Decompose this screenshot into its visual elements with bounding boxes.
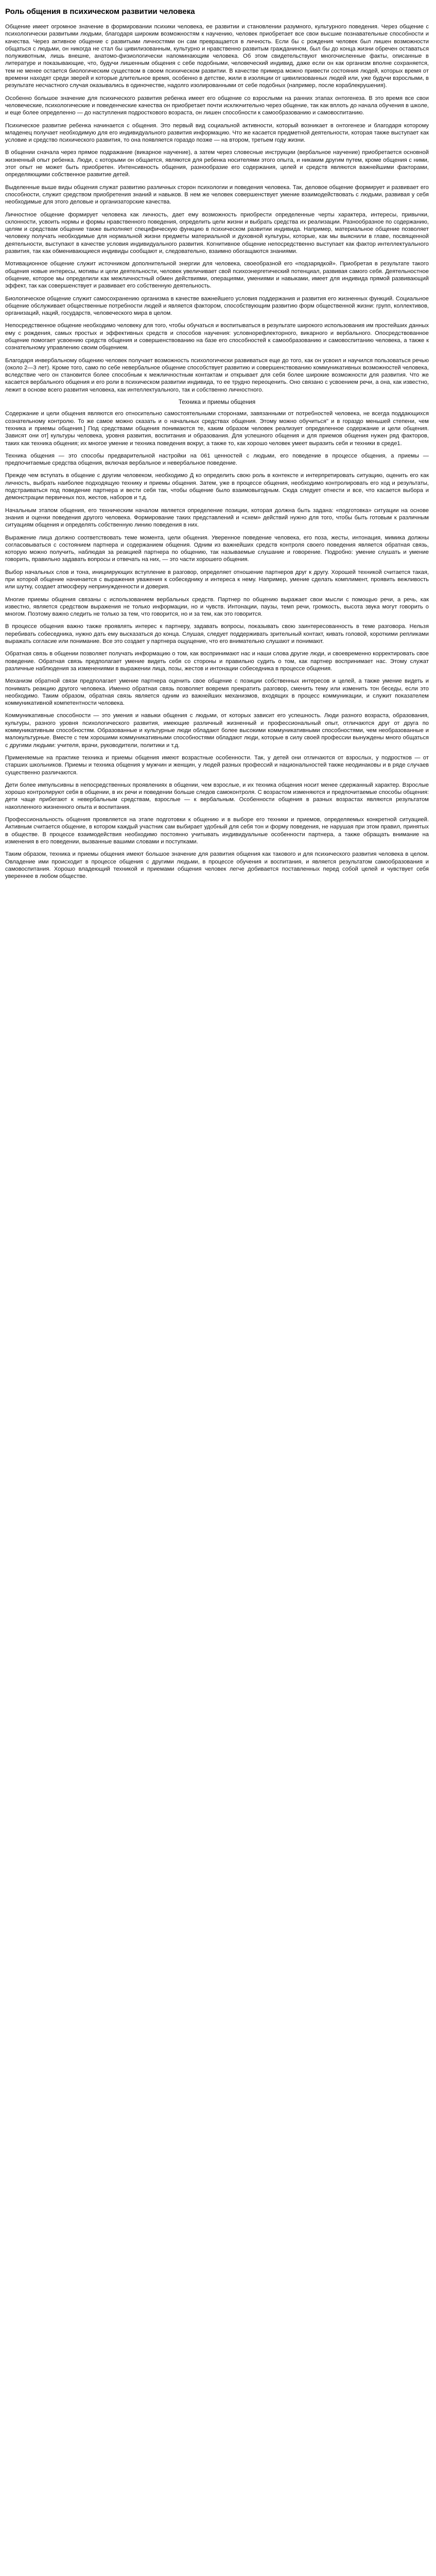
paragraph: Выбор начальных слов и тона, инициирующих вступление в разговор, определяет отношение партнеров друг к другу. Хорошей техникой считается такая, при которой общение начинается с выражения уважения к собеседнику и интереса к нему. Например, умение сделать комплимент, проявить вежливость или шутку, создает атмосферу непринужденности и доверия.	[5, 569, 429, 590]
paragraph: Непосредственное общение необходимо человеку для того, чтобы обучаться и воспитываться в результате широкого использования им простейших данных ему с рождения, самых простых и эффективных средств и способов научения: условнорефлекторного, викарного и вербального. Опосредствованное общение помогает усвоению средств общения и совершенствованию на базе его способностей к самообразованию и самовоспитанию человека, а также к сознательному управлению своим общением.	[5, 323, 429, 351]
paragraph: Благодаря инвербальному общению человек получает возможность психологически развиваться еще до того, как он усвоил и научился пользоваться речью (около 2—3 лет). Кроме того, само по себе невербальное общение способствует развитию и совершенствованию коммуникативных возможностей человека, вследствие чего он становится более способным к межличностным контактам и открывает для себя более широкие возможности для развития. Что же касается вербального общения и его роли в психическом развитии индивида, то ее трудно переоценить. Оно связано с усвоением речи, а она, как известно, лежит в основе всего развития человека, как интеллектуального, так и собственно личностного.	[5, 357, 429, 393]
paragraph: Обратная связь в общении позволяет получать информацию о том, как воспринимают нас и наши слова другие люди, и своевременно корректировать свое поведение. Обратная связь предполагает умение видеть себя со стороны и правильно судить о том, как партнер воспринимает нас. Этому служат различные наблюдения за изменениями в выражении лица, позы, жестов и интонации собеседника в процессе общения.	[5, 651, 429, 672]
paragraph: Мотивационное общение служит источником дополнительной энергии для человека, своеобразной его «подзарядкой». Приобретая в результате такого общения новые интересы, мотивы и цели деятельности, человек увеличивает свой психоэнергетический потенциал, развивая самого себя. Деятельностное общение, которое мы определили как межличностный обмен действиями, операциями, умениями и навыками, имеет для индивида прямой развивающий эффект, так как совершенствует и развивает его собственную деятельность.	[5, 261, 429, 290]
paragraph: Многие приемы общения связаны с использованием вербальных средств. Партнер по общению выражает свои мысли с помощью речи, а речь, как известно, является средством выражения не только информации, но и чувств. Интонации, паузы, темп речи, громкость, высота звука могут говорить о многом. Поэтому важно следить не только за тем, что говорится, но и за тем, как это говорится.	[5, 596, 429, 618]
paragraph: Профессиональность общения проявляется на этапе подготовки к общению и в выборе его техники и приемов, определяемых конкретной ситуацией. Активным считается общение, в котором каждый участник сам выбирает удобный для себя тон и форму поведения, не нарушая при этом правил, принятых в обществе. В процессе взаимодействия необходимо постоянно учитывать индивидуальные особенности партнера, а также обращать внимание на изменения в его поведении, вызванные вашими словами и поступками.	[5, 817, 429, 845]
paragraph: Техника общения — это способы предварительной настройки на 061 ценностей с людьми, его поведение в процессе общения, а приемы — предпочитаемые средства общения, включая вербальное и невербальное поведение.	[5, 452, 429, 467]
paragraph: Дети более импульсивны в непосредственных проявлениях в общении, чем взрослые, и их техника общения носит менее сдержанный характер. Взрослые хорошо контролируют себя в общении, в их речи и поведении больше следов самоконтроля. С возрастом изменяются и предпочитаемые способы общения: дети чаще прибегают к невербальным средствам, взрослые — к вербальным. Особенности общения в разных возрастах являются результатом накопленного жизненного опыта и воспитания.	[5, 782, 429, 810]
paragraph: Механизм обратной связи предполагает умение партнера оценить свое общение с позиции собственных интересов и целей, а также умение видеть и понимать реакцию другого человека. Именно обратная связь позволяет вовремя прекратить разговор, сменить тему или изменить тон беседы, если это необходимо. Таким образом, обратная связь является одним из важнейших механизмов, входящих в процесс коммуникации, и служит показателем коммуникативной компетентности человека.	[5, 678, 429, 707]
document-body	[5, 23, 429, 880]
paragraph: Психическое развитие ребенка начинается с общения. Это первый вид социальной активности, который возникает в онтогенезе и благодаря которому младенец получает необходимую для его индивидуального развития информацию. Что же касается предметной деятельности, которая также выступает как условие и средство психического развития, то она появляется гораздо позже — на втором, третьем году жизни.	[5, 122, 429, 144]
section-heading: Техника и приемы общения	[178, 399, 256, 406]
paragraph: Применяемые на практике техника и приемы общения имеют возрастные особенности. Так, у детей они отличаются от взрослых, у подростков — от старших школьников. Приемы и техника общения у мужчин и женщин, у людей разных профессий и национальностей также неодинаковы и в ряде случаев существенно различаются.	[5, 754, 429, 776]
paragraph: Выделенные выше виды общения служат развитию различных сторон психологии и поведения человека. Так, деловое общение формирует и развивает его способности, служит средством приобретения знаний и навыков. В нем же человек совершенствует умение взаимодействовать с людьми, развивая у себя необходимые для этого деловые и организаторские качества.	[5, 184, 429, 206]
paragraph: Общение имеет огромное значение в формировании психики человека, ее развитии и становлении разумного, культурного поведения. Через общение с психологически развитыми людьми, благодаря широким возможностям к научению, человек приобретает все свои высшие познавательные способности и качества. Через активное общение с развитыми личностями он сам превращается в личность. Если бы с рождения человек был лишен возможности общаться с людьми, он никогда не стал бы цивилизованным, культурно и нравственно развитым гражданином, был бы до конца жизни обречен оставаться полуживотным, лишь внешне, анатомо-физиологически напоминающим человека. Об этом свидетельствуют многочисленные факты, описанные в литературе и показывающие, что, будучи лишенным общения с себе подобными, человеческий индивид, даже если он как организм вполне сохраняется, тем не менее остается биологическим существом в своем психическом развитии. В качестве примера можно привести состояния людей, которых время от времени находят среди зверей и которые длительное время, особенно в детстве, жили в изоляции от цивилизованных людей или, уже будучи взрослыми, в результате несчастного случая оказывались в одиночестве, надолго изолированными от себе подобных (например, после кораблекрушения).	[5, 24, 429, 89]
paragraph: Особенно большое значение для психического развития ребенка имеет его общение со взрослыми на ранних этапах онтогенеза. В это время все свои человеческие, психологические и поведенческие качества он приобретает почти исключительно через общение, так как вплоть до начала обучения в школе, и еще более определенно — до наступления подросткового возраста, он лишен способности к самообразованию и самовоспитанию.	[5, 95, 429, 116]
paragraph: Выражение лица должно соответствовать теме момента, цели общения. Уверенное поведение человека, его поза, жесты, интонация, мимика должны согласовываться с состоянием партнера и содержанием общения. Одним из важнейших средств контроля своего поведения является обратная связь, которую можно получить, наблюдая за реакцией партнера по общению, так называемые слушание и говорение. Подробно: умение слушать и умение говорить, правильно задавать вопросы и отвечать на них, — это части хорошего общения.	[5, 534, 429, 563]
paragraph: В общении сначала через прямое подражание (викарное научение), а затем через словесные инструкции (вербальное научение) приобретается основной жизненный опыт ребенка. Люди, с которыми он общается, являются для ребенка носителями этого опыта, и никаким другим путем, кроме общения с ними, этот опыт не может быть приобретен. Интенсивность общения, разнообразие его содержания, целей и средств являются важнейшими факторами, определяющими собственное развитие детей.	[5, 149, 429, 178]
paragraph: Начальным этапом общения, его техническим началом является определение позиции, которая должна быть задана: «подготовка» ситуации на основе знания и оценки поведения другого человека. Формирование таких представлений и «схем» действий нужно для того, чтобы быть готовым к различным ситуациям общения и определять собственную линию поведения в них.	[5, 507, 429, 529]
paragraph: Личностное общение формирует человека как личность, дает ему возможность приобрести определенные черты характера, интересы, привычки, склонности, усвоить нормы и формы нравственного поведения, определить цели жизни и выбрать средства их реализации. Разнообразное по содержанию, целям и средствам общение также выполняет специфическую функцию в психическом развитии индивида. Например, материальное общение позволяет человеку получать необходимые для нормальной жизни предметы материальной и духовной культуры, которые, как мы выяснили в главе, посвященной деятельности, выступают в качестве условия индивидуального развития. Когнитивное общение непосредственно выступает как фактор интеллектуального развития, так как обменивающиеся индивиды сообщают и, следовательно, взаимно обогащаются знаниями.	[5, 211, 429, 255]
paragraph: В процессе общения важно также проявлять интерес к партнеру, задавать вопросы, показывать свою заинтересованность в теме разговора. Нельзя перебивать собеседника, нужно дать ему высказаться до конца. Слушая, следует поддерживать зрительный контакт, кивать головой, короткими репликами выражать согласие или понимание. Все это создает у партнера ощущение, что его внимательно слушают и понимают.	[5, 623, 429, 645]
paragraph: Таким образом, техника и приемы общения имеют большое значение для развития общения как такового и для психического развития человека в целом. Овладение ими происходит в процессе общения с другими людьми, в процессе обучения и воспитания, и является результатом самообразования и самовоспитания. Хорошо владеющий техникой и приемами общения человек легче добивается поставленных перед собой целей и чувствует себя увереннее в любом обществе.	[5, 851, 429, 880]
paragraph: Прежде чем вступать в общение с другим человеком, необходимо Д ко определить свою роль в контексте и интерпретировать ситуацию, оценить его как личность, выбрать наиболее подходящую технику и приемы общения. Затем, уже в процессе общения, необходимо контролировать его ход и результаты, подстраиваться под поведение партнера и вести себя так, чтобы общение было взаимовыгодным. Сюда следует отнести и все, что касается выбора и демонстрации первичных поз, жестов, наборов и т.д.	[5, 472, 429, 501]
paragraph: Содержание и цели общения являются его относительно самостоятельными сторонами, завязанными от потребностей человека, не всегда поддающихся сознательному контролю. То же самое можно сказать и о начальных средствах общения. Этому можно обучиться" и в гораздо меньшей степени, чем техника и приемы общения.] Под средствами общения понимаются те, каким образом человек реализует определенное содержание и цели общения. Зависят они от] культуры человека, уровня развития, воспитания и образования. Для успешного общения и для приемов общения нужен ряд факторов, таких как техника общения; их многое умение и техника поведения вокруг, а также то, как хорошо человек умеет выразить себя и техники в среде1.	[5, 411, 429, 447]
paragraph: Коммуникативные способности — это умения и навыки общения с людьми, от которых зависит его успешность. Люди разного возраста, образования, культуры, разного уровня психологического развития, имеющие различный жизненный и профессиональный опыт, отличаются друг от друга по коммуникативным способностям. Образованные и культурные люди обладают более высокими коммуникативными способностями, чем необразованные и малокультурные. Вместе с тем хорошими коммуникативными способностями обладают люди, которые в силу своей профессии вынуждены много общаться с другими людьми: учителя, врачи, руководители, политики и т.д.	[5, 713, 429, 749]
paragraph: Биологическое общение служит самосохранению организма в качестве важнейшего условия поддержания и развития его жизненных функций. Социальное общение обслуживает общественные потребности людей и является фактором, способствующим развитию форм общественной жизни: групп, коллективов, организаций, наций, государств, человеческого мира в целом.	[5, 295, 429, 317]
document-title: Роль общения в психическом развитии человека	[5, 7, 195, 16]
